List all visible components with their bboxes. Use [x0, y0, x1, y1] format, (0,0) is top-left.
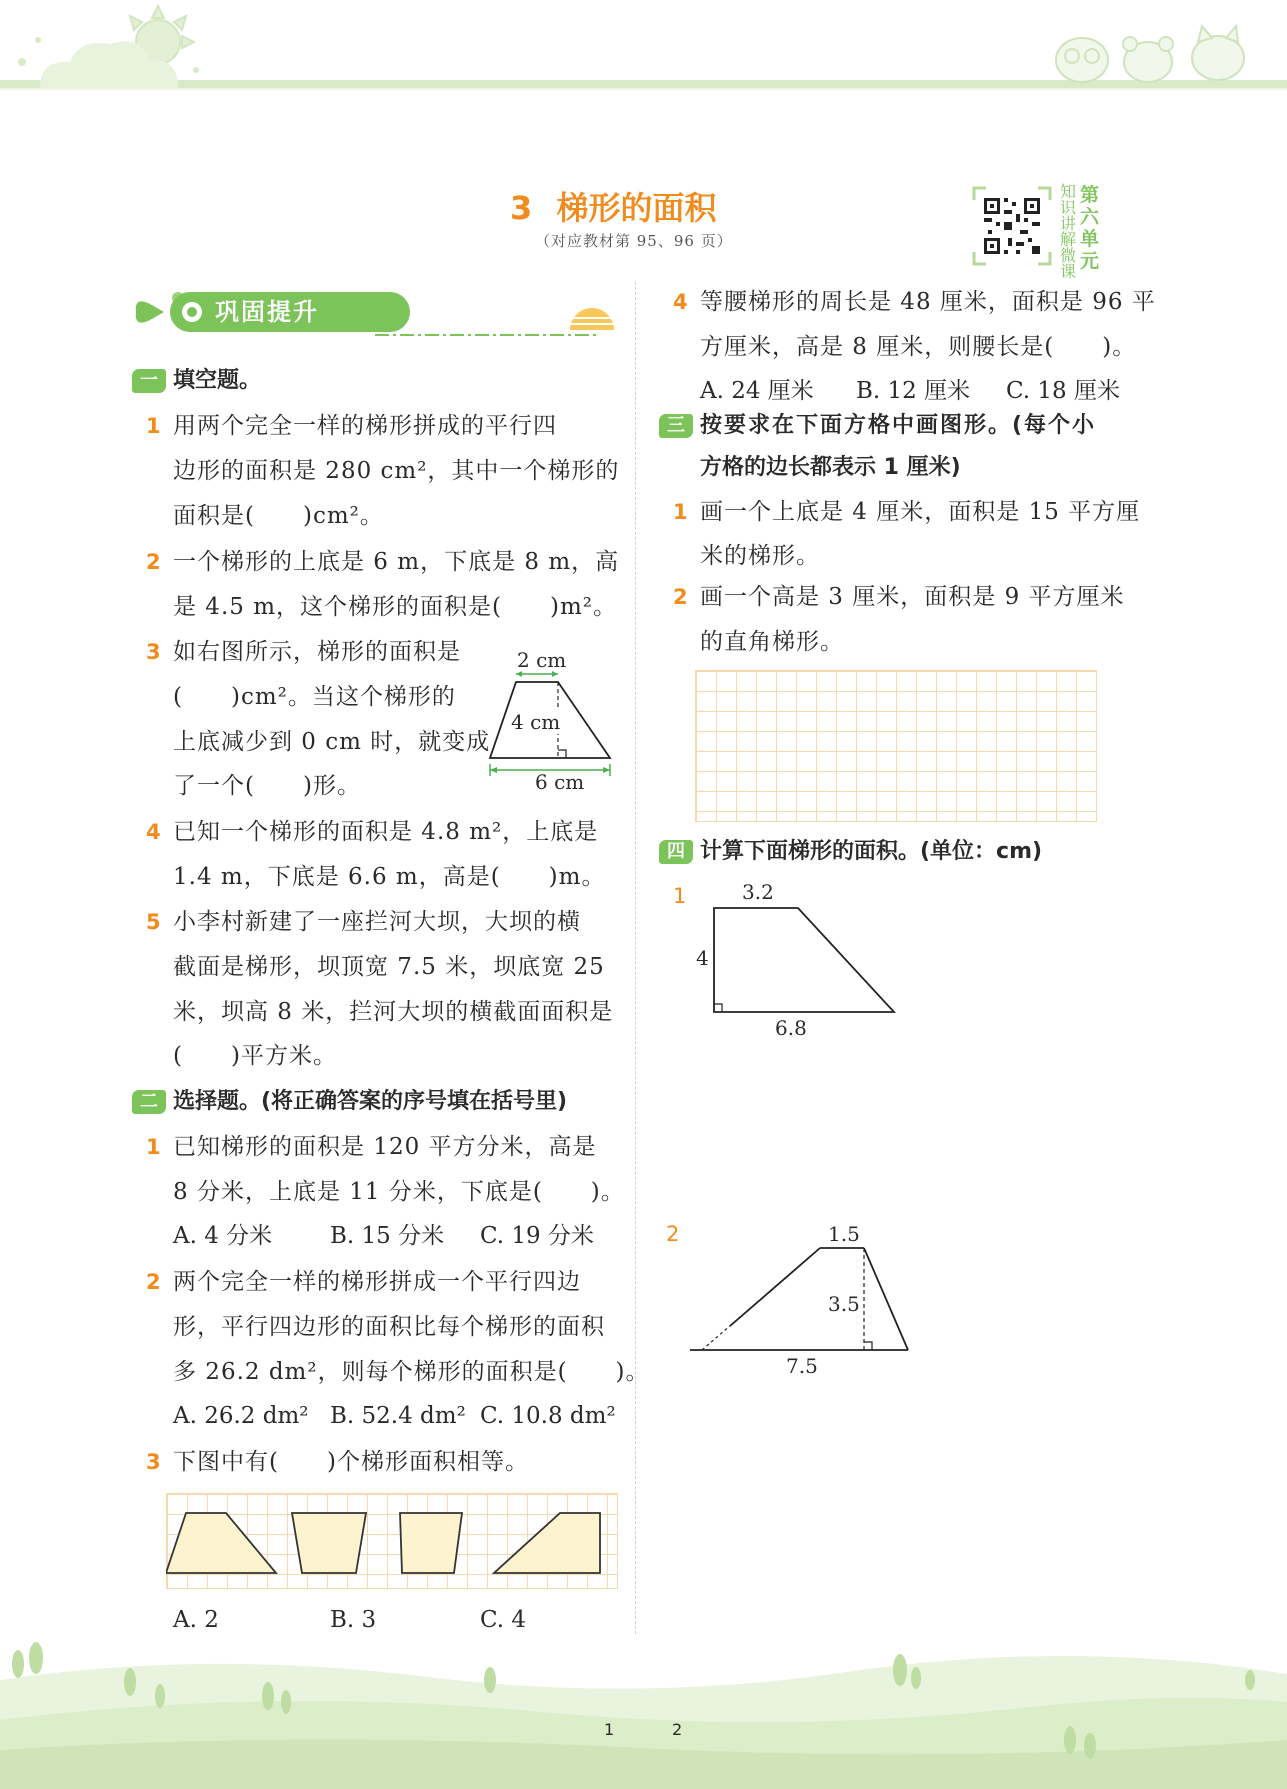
s1-q4-number: 4	[146, 820, 161, 844]
s1-q3-line-2: ( )cm²。当这个梯形的	[173, 684, 456, 710]
textbook-reference: （对应教材第 95、96 页）	[535, 232, 733, 250]
lesson-number: 3	[510, 189, 533, 227]
lesson-title: 梯形的面积	[556, 189, 717, 227]
s2-q2-number: 2	[146, 1270, 161, 1294]
section-2-badge: 二	[132, 1090, 166, 1114]
r-q4-option-c[interactable]: C. 18 厘米	[1006, 378, 1120, 404]
trapezoid-shape-2	[292, 1513, 366, 1573]
s4-fig2-bottom-label: 7.5	[786, 1354, 818, 1378]
header-decoration	[0, 0, 1287, 120]
section-3-badge: 三	[659, 414, 693, 438]
s3-q2-line-2: 的直角梯形。	[700, 629, 844, 655]
s1-q1-line-2: 边形的面积是 280 cm²，其中一个梯形的	[173, 458, 620, 484]
qr-caption-col-2: 第 六 单 元	[1080, 184, 1100, 272]
s1-q4-line-1: 已知一个梯形的面积是 4.8 m²，上底是	[173, 819, 599, 845]
s2-q3-option-a[interactable]: A. 2	[173, 1607, 219, 1633]
section-3-title-line-2: 方格的边长都表示 1 厘米)	[700, 455, 961, 480]
s1-q1-line-3: 面积是( )cm²。	[173, 503, 384, 529]
s1-q1-line-1: 用两个完全一样的梯形拼成的平行四	[173, 413, 557, 439]
r-q4-line-1: 等腰梯形的周长是 48 厘米，面积是 96 平	[700, 289, 1156, 315]
s1-q3-top-label: 2 cm	[517, 648, 567, 672]
s4-fig2-number: 2	[666, 1222, 680, 1246]
s2-q1-line-1: 已知梯形的面积是 120 平方分米，高是	[173, 1134, 597, 1160]
section-4-badge: 四	[659, 840, 693, 864]
s4-fig1-bottom-label: 6.8	[775, 1016, 807, 1040]
s2-q1-option-a[interactable]: A. 4 分米	[173, 1223, 273, 1249]
page-number-right: 2	[672, 1720, 683, 1739]
animal-mascots-icon	[1056, 26, 1244, 82]
s2-q2-line-2: 形，平行四边形的面积比每个梯形的面积	[173, 1314, 605, 1340]
s1-q3-line-3: 上底减少到 0 cm 时，就变成	[173, 729, 491, 755]
section-2-title: 选择题。(将正确答案的序号填在括号里)	[173, 1089, 568, 1114]
s2-q1-option-c[interactable]: C. 19 分米	[480, 1223, 594, 1249]
s2-q1-number: 1	[146, 1135, 161, 1159]
qr-code[interactable]	[972, 186, 1052, 266]
s1-q3-bottom-label: 6 cm	[535, 770, 585, 794]
s2-q2-option-b[interactable]: B. 52.4 dm²	[330, 1403, 466, 1429]
s1-q5-number: 5	[146, 910, 161, 934]
s2-q3-option-b[interactable]: B. 3	[330, 1607, 377, 1633]
s2-q1-line-2: 8 分米，上底是 11 分米，下底是( )。	[173, 1179, 625, 1205]
section-1-badge: 一	[132, 369, 166, 393]
section-3-title-line-1: 按要求在下面方格中画图形。(每个小	[700, 413, 1097, 438]
s1-q4-line-2: 1.4 m，下底是 6.6 m，高是( )m。	[173, 864, 606, 890]
s1-q2-number: 2	[146, 550, 161, 574]
trapezoid-shape-3	[400, 1513, 462, 1573]
s2-q1-option-b[interactable]: B. 15 分米	[330, 1223, 445, 1249]
s2-q3-number: 3	[146, 1450, 161, 1474]
sunrise-icon	[562, 308, 620, 330]
s1-q5-line-2: 截面是梯形，坝顶宽 7.5 米，坝底宽 25	[173, 954, 605, 980]
s1-q2-line-2: 是 4.5 m，这个梯形的面积是( )m²。	[173, 594, 617, 620]
r-q4-line-2: 方厘米，高是 8 厘米，则腰长是( )。	[700, 334, 1137, 360]
s3-q1-line-2: 米的梯形。	[700, 543, 820, 569]
s1-q5-line-4: ( )平方米。	[173, 1043, 337, 1069]
s1-q5-line-1: 小李村新建了一座拦河大坝，大坝的横	[173, 909, 581, 935]
s1-q3-height-label: 4 cm	[511, 710, 561, 734]
r-q4-option-b[interactable]: B. 12 厘米	[856, 378, 971, 404]
section-4-title: 计算下面梯形的面积。(单位：cm)	[700, 839, 1043, 864]
lesson-heading	[510, 188, 790, 228]
s2-q2-option-c[interactable]: C. 10.8 dm²	[480, 1403, 616, 1429]
banner-label: 巩固提升	[215, 298, 319, 326]
s1-q1-number: 1	[146, 414, 161, 438]
r-q4-number: 4	[673, 290, 688, 314]
section-1-title: 填空题。	[173, 368, 262, 393]
drawing-grid[interactable]	[695, 670, 1097, 822]
s2-q3-line-1: 下图中有( )个梯形面积相等。	[173, 1449, 529, 1475]
s1-q2-line-1: 一个梯形的上底是 6 m，下底是 8 m，高	[173, 549, 620, 575]
s2-q3-option-c[interactable]: C. 4	[480, 1607, 527, 1633]
trapezoid-shape-4	[494, 1513, 600, 1573]
page-number-left: 1	[604, 1720, 615, 1739]
qr-caption-col-1: 知 识 讲 解 微 课	[1060, 182, 1077, 281]
s3-q2-line-1: 画一个高是 3 厘米，面积是 9 平方厘米	[700, 584, 1125, 610]
banner-decoration	[130, 282, 620, 342]
s4-fig1-top-label: 3.2	[742, 880, 774, 904]
s2-q2-line-3: 多 26.2 dm²，则每个梯形的面积是( )。	[173, 1359, 650, 1385]
s1-q3-number: 3	[146, 640, 161, 664]
s2-q2-line-1: 两个完全一样的梯形拼成一个平行四边	[173, 1269, 581, 1295]
s4-fig2-height-label: 3.5	[828, 1292, 860, 1316]
qr-code-icon	[972, 186, 1052, 266]
s1-q5-line-3: 米，坝高 8 米，拦河大坝的横截面面积是	[173, 999, 614, 1025]
column-divider	[635, 282, 636, 1634]
s4-fig1-number: 1	[673, 884, 687, 908]
s1-q3-line-4: 了一个( )形。	[173, 773, 361, 799]
s3-q1-number: 1	[673, 500, 688, 524]
footer-landscape	[0, 1640, 1287, 1789]
s2-q2-option-a[interactable]: A. 26.2 dm²	[173, 1403, 309, 1429]
trapezoid-shape-1	[166, 1513, 276, 1573]
r-q4-option-a[interactable]: A. 24 厘米	[700, 378, 814, 404]
s3-q1-line-1: 画一个上底是 4 厘米，面积是 15 平方厘	[700, 499, 1141, 525]
s2-q3-shapes	[166, 1493, 618, 1589]
s1-q3-line-1: 如右图所示，梯形的面积是	[173, 639, 461, 665]
s4-fig1-height-label: 4	[696, 946, 709, 970]
s4-fig2-top-label: 1.5	[828, 1222, 860, 1246]
s4-fig2-trapezoid	[688, 1238, 912, 1354]
s3-q2-number: 2	[673, 585, 688, 609]
s4-fig1-trapezoid	[700, 900, 900, 1020]
